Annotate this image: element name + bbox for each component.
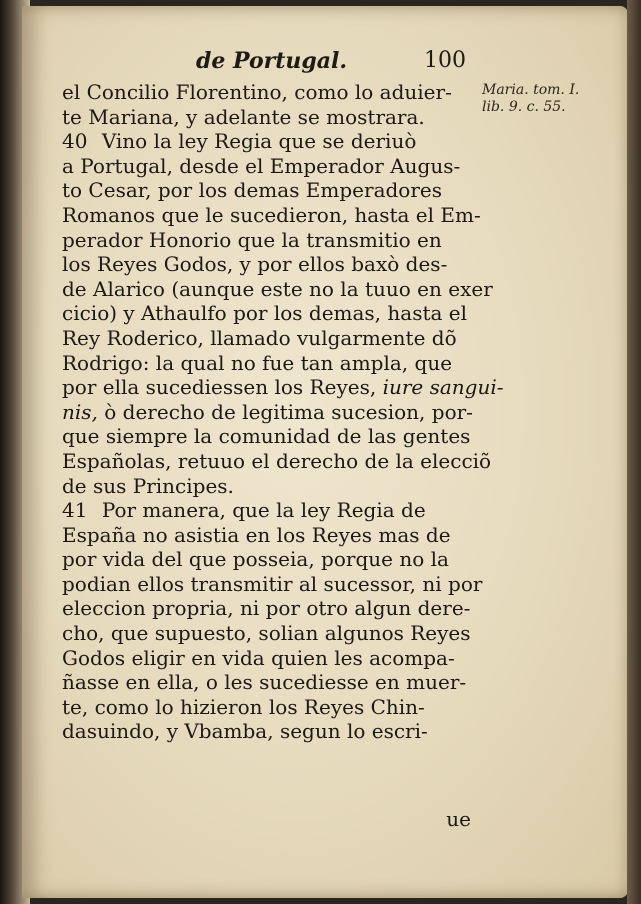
text-line-content: por ella sucediessen los Reyes, xyxy=(62,375,383,400)
text-line: ñasse en ella, o les sucediesse en muer- xyxy=(62,670,467,695)
page-number: 100 xyxy=(424,48,466,73)
text-line: el Concilio Florentino, como lo aduier- xyxy=(62,80,452,104)
text-line: que siempre la comunidad de las gentes xyxy=(62,424,471,449)
text-line: te, como lo hizieron los Reyes Chin- xyxy=(62,694,425,719)
text-line: te Mariana, y adelante se mostrara. xyxy=(62,104,425,129)
text-line: cho, que supuesto, solian algunos Reyes xyxy=(62,621,471,646)
latin-phrase: iure sangui- xyxy=(382,375,504,400)
text-line: de sus Principes. xyxy=(62,473,234,498)
text-line: dasuindo, y Vbamba, segun lo escri- xyxy=(62,719,428,744)
running-head: de Portugal. xyxy=(196,48,348,74)
text-line xyxy=(62,400,472,425)
text-line xyxy=(62,375,504,400)
text-line: Españolas, retuuo el derecho de la elecciõ xyxy=(62,448,492,473)
latin-phrase: nis, xyxy=(62,399,98,424)
margin-note-line: Maria. tom. I. xyxy=(482,82,580,98)
text-line xyxy=(62,498,472,523)
text-line: de Alarico (aunque este no la tuuo en exer xyxy=(62,276,493,301)
text-line: Godos eligir en vida quien les acompa- xyxy=(62,645,455,670)
text-line: podian ellos transmitir al sucessor, ni por xyxy=(62,571,483,596)
text-line: eleccion propria, ni por otro algun dere- xyxy=(62,596,471,621)
page-edge xyxy=(627,0,641,904)
text-line-content: Por manera, que la ley Regia de xyxy=(101,498,426,523)
text-line xyxy=(62,129,472,154)
page-header xyxy=(196,48,466,82)
paragraph-number: 40 xyxy=(62,129,88,154)
margin-note-line: lib. 9. c. 55. xyxy=(482,99,566,115)
text-line: los Reyes Godos, y por ellos baxò des- xyxy=(62,252,448,277)
margin-note xyxy=(482,82,602,116)
text-line: Rey Roderico, llamado vulgarmente dõ xyxy=(62,325,457,350)
text-line: cicio) y Athaulfo por los demas, hasta el xyxy=(62,301,468,326)
paragraph-number: 41 xyxy=(62,498,88,523)
text-line-content: ò derecho de legitima sucesion, por- xyxy=(97,399,473,424)
text-line-content: Vino la ley Regia que se deriuò xyxy=(101,129,417,154)
text-line: Rodrigo: la qual no fue tan ampla, que xyxy=(62,350,453,375)
text-line: Romanos que le sucedieron, hasta el Em- xyxy=(62,202,481,227)
text-line: to Cesar, por los demas Emperadores xyxy=(62,178,442,203)
text-line: a Portugal, desde el Emperador Augus- xyxy=(62,153,461,178)
text-line: por vida del que posseia, porque no la xyxy=(62,547,449,572)
body-text xyxy=(62,80,504,744)
text-line: España no asistia en los Reyes mas de xyxy=(62,522,451,547)
text-line: perador Honorio que la transmitio en xyxy=(62,227,442,252)
catchword: ue xyxy=(446,807,471,831)
